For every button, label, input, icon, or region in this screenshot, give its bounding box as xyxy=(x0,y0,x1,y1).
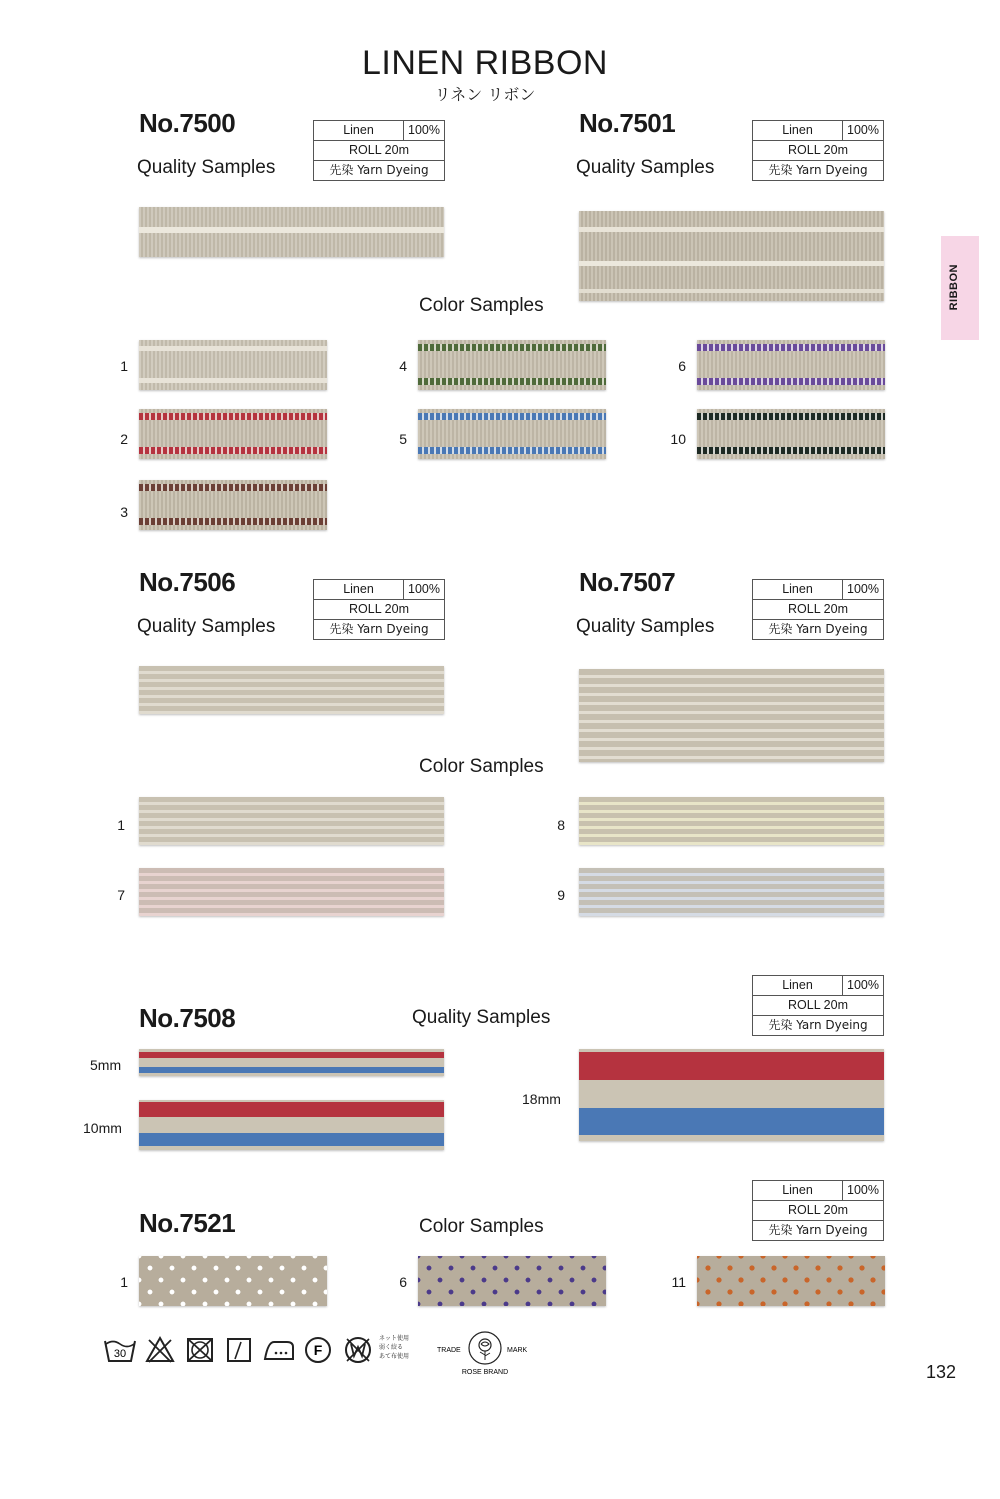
spec-dyeing-jp: 先染 xyxy=(329,163,354,177)
no-tumble-dry-icon xyxy=(186,1335,214,1365)
color-sample-7501-10 xyxy=(697,409,885,459)
dry-clean-f-icon xyxy=(303,1335,333,1365)
spec-percent: 100% xyxy=(408,123,440,137)
quality-sample-7501 xyxy=(579,211,884,301)
quality-samples-label-7506: Quality Samples xyxy=(137,616,276,637)
side-tab-ribbon[interactable] xyxy=(941,236,979,340)
spec-material: Linen xyxy=(753,976,843,995)
spec-table-7506 xyxy=(313,579,445,640)
spec-percent: 100% xyxy=(847,1183,879,1197)
spec-dyeing-en: Yarn Dyeing xyxy=(796,163,868,177)
spec-dyeing-en: Yarn Dyeing xyxy=(357,622,429,636)
spec-material: Linen xyxy=(753,1181,843,1200)
side-tab-label: RIBBON xyxy=(948,264,960,311)
color-number: 6 xyxy=(678,358,686,374)
quality-samples-label-7500: Quality Samples xyxy=(137,157,276,178)
color-samples-label-3: Color Samples xyxy=(419,1216,544,1237)
color-sample-7506-7 xyxy=(139,868,444,916)
color-number: 3 xyxy=(120,504,128,520)
color-number: 6 xyxy=(399,1274,407,1290)
rose-brand-logo xyxy=(437,1326,533,1380)
spec-material: Linen xyxy=(314,580,404,599)
spec-dyeing-en: Yarn Dyeing xyxy=(796,1018,868,1032)
spec-roll: ROLL 20m xyxy=(788,602,848,616)
page-number: 132 xyxy=(926,1362,957,1382)
brand-bottom-text: ROSE BRAND xyxy=(461,1369,509,1376)
color-sample-7507-8 xyxy=(579,797,884,845)
spec-table-7501 xyxy=(752,120,884,181)
spec-dyeing-jp: 先染 xyxy=(768,622,793,636)
spec-dyeing-jp: 先染 xyxy=(768,163,793,177)
spec-roll: ROLL 20m xyxy=(788,1203,848,1217)
product-number-7507: No.7507 xyxy=(579,567,676,597)
care-note-line: あて布使用 xyxy=(379,1353,410,1360)
spec-dyeing-jp: 先染 xyxy=(768,1018,793,1032)
color-sample-7521-1 xyxy=(139,1256,327,1306)
sample-7508-5mm xyxy=(139,1049,444,1076)
sample-7508-18mm xyxy=(579,1049,884,1141)
brand-right-text: MARK xyxy=(507,1347,528,1354)
spec-material: Linen xyxy=(753,580,843,599)
color-sample-7501-6 xyxy=(697,340,885,390)
care-note xyxy=(379,1334,409,1361)
quality-samples-label-7501: Quality Samples xyxy=(576,157,715,178)
color-sample-7521-11 xyxy=(697,1256,885,1306)
wash-temp-text: 30 xyxy=(113,1348,127,1360)
no-wet-clean-icon xyxy=(343,1335,373,1365)
spec-roll: ROLL 20m xyxy=(349,143,409,157)
spec-dyeing-jp: 先染 xyxy=(329,622,354,636)
color-number: 8 xyxy=(557,817,565,833)
spec-dyeing-en: Yarn Dyeing xyxy=(796,622,868,636)
color-number: 7 xyxy=(117,887,125,903)
product-number-7500: No.7500 xyxy=(139,108,236,138)
spec-percent: 100% xyxy=(847,582,879,596)
spec-percent: 100% xyxy=(408,582,440,596)
spec-table-7500 xyxy=(313,120,445,181)
color-sample-7500-1 xyxy=(139,340,327,390)
spec-percent: 100% xyxy=(847,978,879,992)
spec-percent: 100% xyxy=(847,123,879,137)
color-number: 1 xyxy=(117,817,125,833)
color-sample-7500-2 xyxy=(139,409,327,459)
quality-sample-7500 xyxy=(139,207,444,257)
color-sample-7501-4 xyxy=(418,340,606,390)
quality-sample-7506 xyxy=(139,666,444,714)
color-number: 1 xyxy=(120,1274,128,1290)
page-subtitle: リネン リボン xyxy=(434,85,536,104)
color-samples-label-1: Color Samples xyxy=(419,295,544,316)
care-note-line: 弱く絞る xyxy=(379,1344,404,1351)
size-label-10mm: 10mm xyxy=(83,1120,122,1136)
spec-dyeing-en: Yarn Dyeing xyxy=(357,163,429,177)
spec-dyeing-en: Yarn Dyeing xyxy=(796,1223,868,1237)
brand-left-text: TRADE xyxy=(437,1347,461,1354)
color-number: 9 xyxy=(557,887,565,903)
color-samples-label-2: Color Samples xyxy=(419,756,544,777)
spec-roll: ROLL 20m xyxy=(788,143,848,157)
color-number: 1 xyxy=(120,358,128,374)
color-sample-7501-5 xyxy=(418,409,606,459)
color-number: 2 xyxy=(120,431,128,447)
spec-roll: ROLL 20m xyxy=(788,998,848,1012)
spec-table-7521 xyxy=(752,1180,884,1241)
care-note-line: ネット使用 xyxy=(379,1335,410,1342)
spec-dyeing-jp: 先染 xyxy=(768,1223,793,1237)
color-sample-7521-6 xyxy=(418,1256,606,1306)
product-number-7508: No.7508 xyxy=(139,1003,236,1033)
no-bleach-icon xyxy=(145,1335,175,1365)
quality-sample-7507 xyxy=(579,669,884,762)
quality-samples-label-7508: Quality Samples xyxy=(412,1007,551,1028)
product-number-7501: No.7501 xyxy=(579,108,676,138)
color-sample-7507-9 xyxy=(579,868,884,916)
color-number: 10 xyxy=(670,431,686,447)
product-number-7506: No.7506 xyxy=(139,567,236,597)
size-label-5mm: 5mm xyxy=(90,1057,122,1073)
spec-material: Linen xyxy=(753,121,843,140)
color-number: 4 xyxy=(399,358,407,374)
spec-table-7507 xyxy=(752,579,884,640)
dry-clean-letter: F xyxy=(313,1342,323,1358)
page-title: LINEN RIBBON xyxy=(362,44,608,82)
spec-roll: ROLL 20m xyxy=(349,602,409,616)
spec-material: Linen xyxy=(314,121,404,140)
color-number: 11 xyxy=(671,1274,686,1290)
color-sample-7500-3 xyxy=(139,480,327,530)
quality-samples-label-7507: Quality Samples xyxy=(576,616,715,637)
product-number-7521: No.7521 xyxy=(139,1208,236,1238)
sample-7508-10mm xyxy=(139,1100,444,1150)
iron-low-icon xyxy=(262,1335,296,1365)
color-sample-7506-1 xyxy=(139,797,444,845)
line-dry-icon xyxy=(226,1335,252,1365)
spec-table-7508 xyxy=(752,975,884,1036)
color-number: 5 xyxy=(399,431,407,447)
size-label-18mm: 18mm xyxy=(522,1091,561,1107)
wash-30-icon xyxy=(103,1335,137,1365)
